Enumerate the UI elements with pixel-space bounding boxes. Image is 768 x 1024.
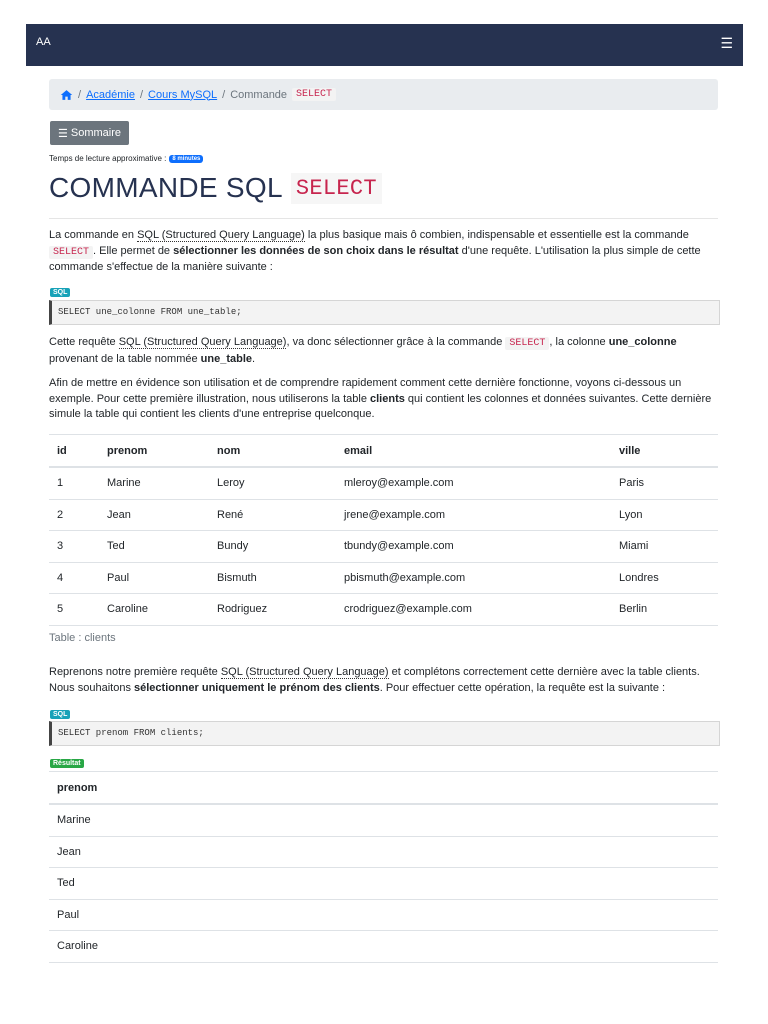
breadcrumb-separator: / (222, 88, 226, 101)
paragraph-intro: La commande en SQL (Structured Query Language) la plus basique mais ô combien, indispensable et essentielle est la commande SELECT . Elle permet de sélectionner les données de son choix dans le résultat d'une requête. L'utilisation la plus simple de cette commande s'effectue de la manière suivante : (49, 229, 701, 273)
reading-time-label: Temps de lecture approximative : (49, 154, 167, 163)
table-cell: Londres (611, 562, 718, 594)
breadcrumb-separator: / (139, 88, 144, 101)
hamburger-icon[interactable]: ☰ (720, 35, 733, 51)
code-block-1: SELECT une_colonne FROM une_table; (49, 300, 720, 325)
top-navbar (26, 24, 743, 66)
table-row (49, 499, 718, 531)
inline-code-select: SELECT (49, 246, 93, 259)
sql-abbreviation[interactable]: SQL (Structured Query Language) (118, 336, 287, 348)
sommaire-button-label: Sommaire (70, 127, 121, 139)
list-icon: ☰ (58, 127, 68, 140)
code-block-2: SELECT prenom FROM clients; (49, 721, 720, 746)
sommaire-button[interactable] (50, 121, 129, 145)
table-row (49, 899, 718, 931)
table-cell: Lyon (611, 499, 718, 531)
divider (49, 218, 718, 219)
table-row (49, 594, 718, 626)
breadcrumb (49, 79, 718, 110)
table-row (49, 804, 718, 836)
column-header: prenom (49, 772, 718, 805)
table-row (49, 562, 718, 594)
table-cell: Ted (99, 531, 209, 563)
column-header: ville (611, 435, 718, 468)
table-cell: Marine (99, 467, 209, 499)
table-cell: Paul (99, 562, 209, 594)
page-title-text: COMMANDE SQL (49, 172, 283, 203)
table-cell: 1 (49, 467, 99, 499)
table-cell: Paul (49, 899, 718, 931)
breadcrumb-cours-mysql-link[interactable]: Cours MySQL (148, 88, 218, 101)
column-header: email (336, 435, 611, 468)
table-cell: pbismuth@example.com (336, 562, 611, 594)
sql-tag: SQL (50, 710, 70, 719)
table-cell: 5 (49, 594, 99, 626)
page-title-code: SELECT (291, 173, 382, 204)
table-cell: René (209, 499, 336, 531)
table-cell: Rodriguez (209, 594, 336, 626)
sql-abbreviation[interactable]: SQL (Structured Query Language) (220, 666, 389, 678)
clients-table (49, 434, 718, 626)
table-cell: mleroy@example.com (336, 467, 611, 499)
table-cell: Bundy (209, 531, 336, 563)
sql-tag: SQL (50, 288, 70, 297)
table-cell: Miami (611, 531, 718, 563)
breadcrumb-current-code: SELECT (292, 88, 336, 101)
table-header-row (49, 772, 718, 805)
table-cell: Jean (49, 836, 718, 868)
paragraph-example: Afin de mettre en évidence son utilisation et de comprendre rapidement comment cette dernière fonctionne, voyons ci-dessous un exemple. Pour cette première illustration, nous utiliserons la table clients qui contient les colonnes et données suivantes. Cette dernière simule la table qui contient les clients d'une entreprise quelconque. (49, 377, 712, 420)
table-cell: crodriguez@example.com (336, 594, 611, 626)
table-caption: Table : clients (49, 632, 116, 644)
breadcrumb-academie-link[interactable]: Académie (86, 88, 135, 101)
table-header-row (49, 435, 718, 468)
sql-abbreviation[interactable]: SQL (Structured Query Language) (137, 229, 305, 241)
table-cell: Leroy (209, 467, 336, 499)
table-cell: 2 (49, 499, 99, 531)
page-title (49, 172, 382, 204)
paragraph-explanation: Cette requête SQL (Structured Query Language), va donc sélectionner grâce à la commande SELECT , la colonne une_colonne provenant de la table nommée une_table. (49, 336, 677, 365)
brand-logo[interactable]: AA (36, 36, 51, 48)
breadcrumb-separator: / (78, 88, 82, 101)
table-cell: Bismuth (209, 562, 336, 594)
breadcrumb-current: Commande (230, 88, 288, 101)
table-cell: Ted (49, 868, 718, 900)
table-cell: Jean (99, 499, 209, 531)
table-cell: tbundy@example.com (336, 531, 611, 563)
table-row (49, 931, 718, 963)
result-table (49, 771, 718, 963)
table-row (49, 531, 718, 563)
paragraph-query: Reprenons notre première requête SQL (Structured Query Language) et complétons correctement cette dernière avec la table clients. Nous souhaitons sélectionner uniquement le prénom des clients. Pour effectuer cette opération, la requête est la suivante : (49, 666, 700, 694)
column-header: id (49, 435, 99, 468)
inline-code-select: SELECT (505, 337, 549, 350)
table-cell: Berlin (611, 594, 718, 626)
table-cell: 3 (49, 531, 99, 563)
table-cell: Caroline (49, 931, 718, 963)
reading-time (49, 154, 203, 163)
table-cell: jrene@example.com (336, 499, 611, 531)
table-cell: Marine (49, 804, 718, 836)
reading-time-badge: 8 minutes (169, 155, 203, 163)
table-cell: 4 (49, 562, 99, 594)
table-row (49, 467, 718, 499)
home-icon[interactable] (60, 89, 73, 101)
result-tag: Résultat (50, 759, 84, 768)
column-header: prenom (99, 435, 209, 468)
table-cell: Paris (611, 467, 718, 499)
column-header: nom (209, 435, 336, 468)
table-cell: Caroline (99, 594, 209, 626)
table-row (49, 868, 718, 900)
table-row (49, 836, 718, 868)
